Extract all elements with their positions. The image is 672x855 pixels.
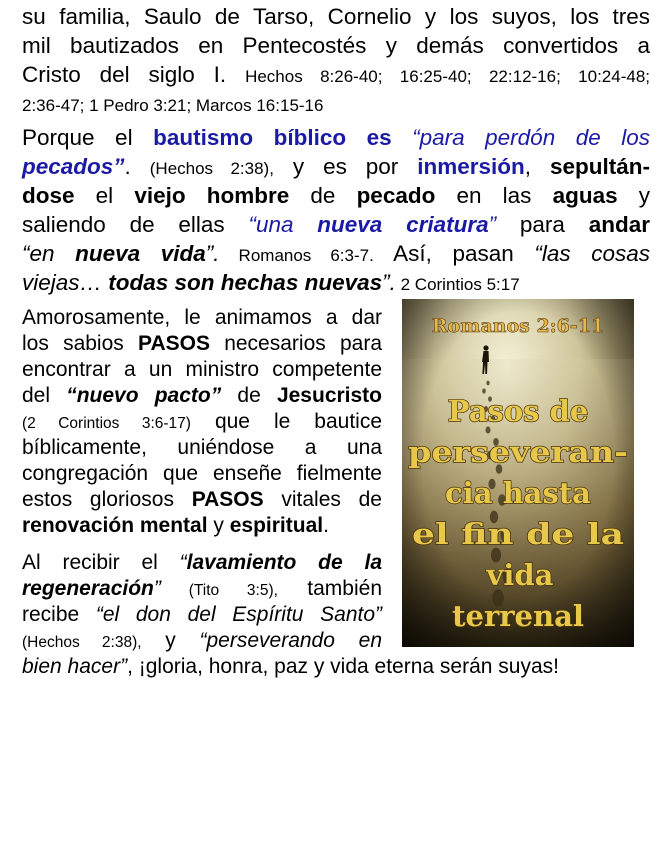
scripture-reference: Romanos 6:3-7. — [219, 246, 374, 265]
image-title-line: vida — [486, 558, 554, 592]
image-title-line: perseveran- — [408, 435, 628, 469]
footsteps-beach-image — [402, 299, 634, 647]
scripture-reference: 2:36-47; 1 Pedro 3:21; Marcos 16:15-16 — [22, 96, 324, 115]
text-line: (2 Corintios 3:6-17) que le bautice — [22, 410, 383, 433]
image-title-line: Pasos de — [447, 394, 589, 428]
scripture-reference: (Tito 3:5), — [160, 582, 278, 599]
text-line: su familia, Saulo de Tarso, Cornelio y los suyos, los tres — [22, 4, 650, 29]
scripture-reference: 2 Corintios 5:17 — [395, 275, 520, 294]
text-line: congregación que enseñe fielmente — [22, 462, 382, 485]
scripture-reference: (Hechos 2:38), — [149, 159, 274, 178]
text-line: recibe “el don del Espíritu Santo” — [22, 603, 383, 626]
text-line: (Hechos 2:38), y “perseverando en — [22, 629, 382, 652]
text-line: Al recibir el “lavamiento de la — [22, 551, 382, 574]
text-line: mil bautizados en Pentecostés y demás convertidos a — [22, 33, 650, 58]
text-line: Porque el bautismo bíblico es “para perdón de los — [22, 125, 651, 150]
scripture-reference: (2 Corintios 3:6-17) — [22, 415, 191, 432]
text-line: “en nueva vida”. Romanos 6:3-7. Así, pasan “las cosas — [22, 241, 650, 266]
text-line: regeneración” (Tito 3:5), también — [22, 577, 382, 600]
scripture-reference: (Hechos 2:38), — [22, 634, 142, 651]
image-title-line: cia hasta — [445, 476, 591, 510]
image-title-line: terrenal — [452, 599, 584, 633]
scripture-reference: Hechos 8:26-40; 16:25-40; 22:12-16; 10:24-48; — [245, 67, 650, 86]
text-line: dose el viejo hombre de pecado en las aguas y — [22, 183, 650, 208]
text-line: bien hacer”, ¡gloria, honra, paz y vida eterna serán suyas! — [22, 655, 559, 678]
text-line: del “nuevo pacto” de Jesucristo — [22, 384, 383, 407]
text-line: pecados”. (Hechos 2:38), y es por inmersión, sepultán- — [22, 154, 650, 179]
image-caption: Romanos 2:6-11 — [431, 315, 605, 337]
text-line: los sabios PASOS necesarios para — [22, 332, 382, 355]
paragraph-baptism — [22, 123, 650, 297]
text-line: viejas… todas son hechas nuevas”. 2 Corintios 5:17 — [22, 270, 520, 295]
text-line: Cristo del siglo I. Hechos 8:26-40; 16:25-40; 22:12-16; 10:24-48; — [22, 62, 650, 87]
text-line: encontrar a un ministro competente — [22, 358, 382, 381]
text-line — [22, 89, 650, 118]
text-line: estos gloriosos PASOS vitales de — [22, 488, 382, 511]
text-line: renovación mental y espiritual. — [22, 514, 329, 537]
paragraph-intro — [22, 2, 650, 118]
image-title-line: el fin de la — [412, 517, 625, 551]
text-line: Amorosamente, le animamos a dar — [22, 306, 382, 329]
text-line: bíblicamente, uniéndose a una — [22, 436, 382, 459]
text-line: saliendo de ellas “una nueva criatura” para andar — [22, 212, 650, 237]
paragraph-steps — [22, 305, 382, 539]
